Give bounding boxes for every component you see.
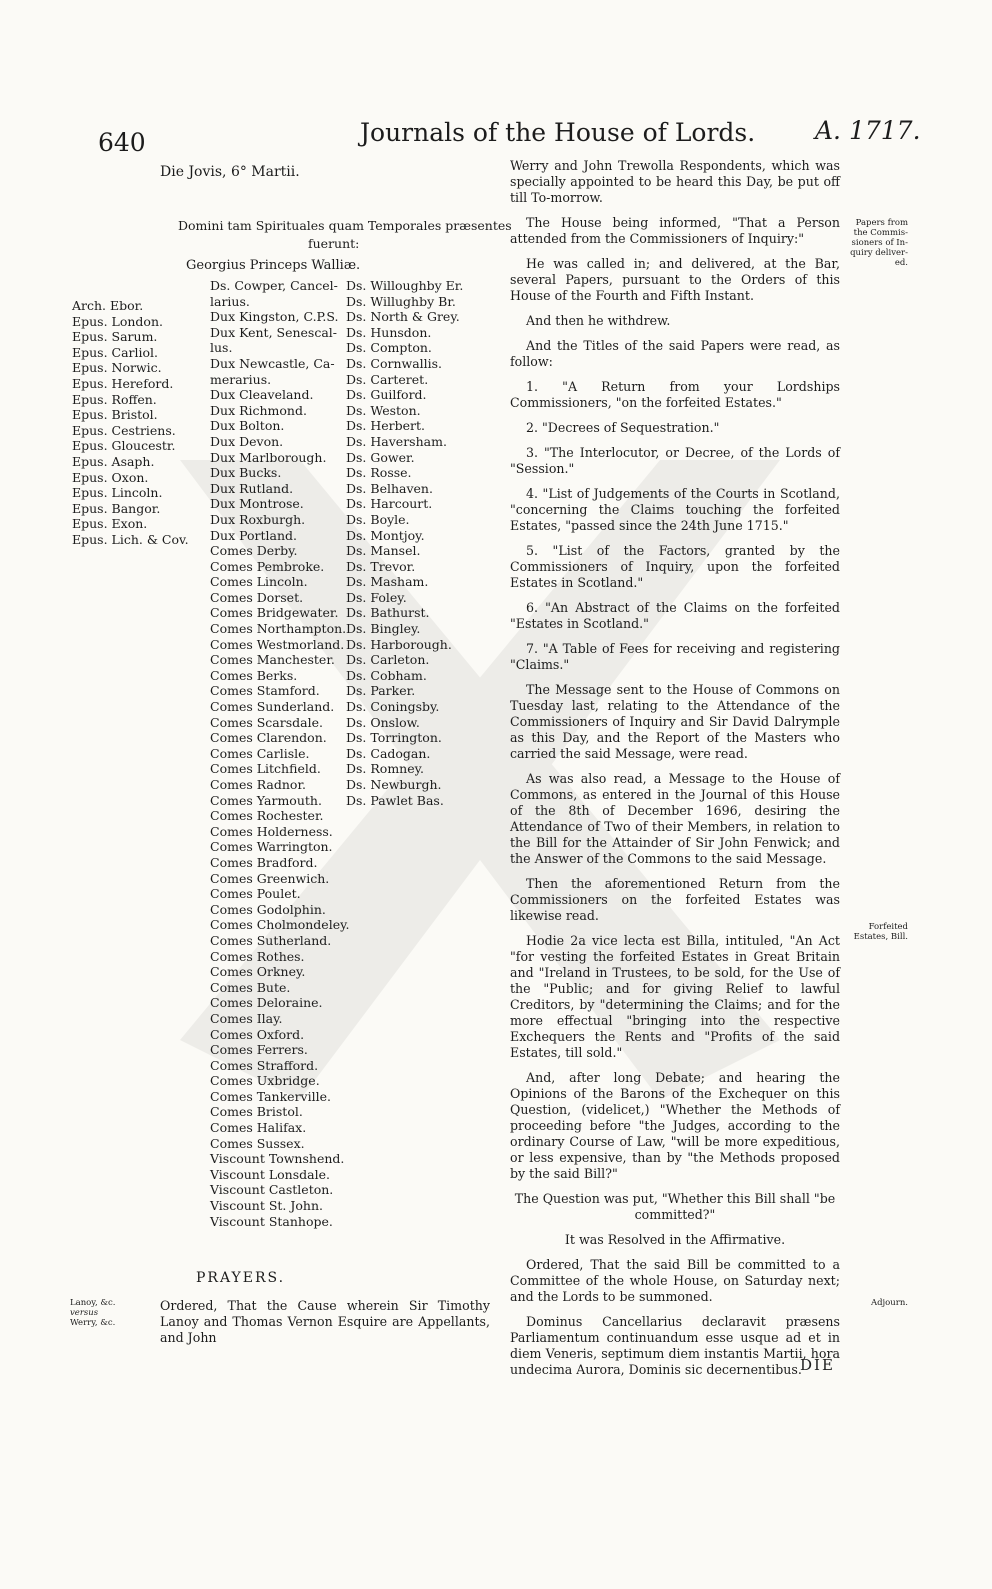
bishops-list: [72, 298, 189, 548]
peer-entry: Epus. Cestriens.: [72, 422, 176, 438]
peer-entry: Ds. Foley.: [346, 589, 407, 605]
peer-entry: Viscount Stanhope.: [210, 1213, 333, 1229]
right-column: [510, 158, 840, 1387]
peer-entry: Dux Cleaveland.: [210, 387, 314, 403]
catchword: DIE: [800, 1356, 835, 1374]
peer-entry: Comes Orkney.: [210, 964, 306, 980]
paragraph: He was called in; and delivered, at the Bar, several Papers, pursuant to the Orders of this House of the Fourth and Fifth Instant.: [510, 256, 840, 303]
paragraph: As was also read, a Message to the House of Commons, as entered in the Journal of this House of the 8th of December 1696, desiring the Attendance of Two of their Members, in relation to the Bill for the Attainder of Sir John Fenwick; and the Answer of the Commons to the said Message.: [510, 771, 840, 866]
peer-entry: Ds. Masham.: [346, 574, 429, 590]
peer-entry: Comes Rochester.: [210, 808, 324, 824]
margin-note-adjourn: Adjourn.: [870, 1298, 908, 1308]
page-year: A. 1717.: [815, 116, 921, 145]
peer-entry: Comes Scarsdale.: [210, 714, 323, 730]
peer-entry: Comes Stamford.: [210, 683, 320, 699]
peer-entry: Comes Deloraine.: [210, 995, 323, 1011]
peer-entry: Comes Godolphin.: [210, 901, 326, 917]
peer-entry: Dux Rutland.: [210, 480, 294, 496]
paragraph: 4. "List of Judgements of the Courts in Scotland, "concerning the Claims touching the forfeited Estates, "passed since the 24th June 1715.": [510, 486, 840, 533]
present-line-2: fuerunt:: [308, 236, 360, 251]
paragraph: And then he withdrew.: [526, 313, 671, 328]
peer-entry: Ds. Newburgh.: [346, 777, 442, 792]
peer-entry: Comes Strafford.: [210, 1057, 319, 1073]
peer-entry: Viscount Castleton.: [210, 1182, 334, 1198]
peer-entry: Comes Bute.: [210, 979, 291, 995]
peer-entry: Ds. Boyle.: [346, 511, 410, 527]
prince-line: Georgius Princeps Walliæ.: [186, 258, 361, 273]
peer-entry: Comes Warrington.: [210, 839, 333, 855]
peer-entry: Comes Uxbridge.: [210, 1073, 320, 1089]
peer-entry: Comes Sunderland.: [210, 699, 335, 715]
peer-entry: Ds. Cadogan.: [346, 745, 431, 761]
peer-entry: Epus. Hereford.: [72, 375, 174, 391]
peer-entry: Comes Ferrers.: [210, 1042, 308, 1058]
peer-entry: Ds. Weston.: [346, 402, 421, 418]
peer-entry: Ds. Trevor.: [346, 558, 416, 574]
peer-entry: Ds. Coningsby.: [346, 699, 440, 715]
peer-entry: Epus. Asaph.: [72, 453, 155, 469]
margin-line: Forfeited: [868, 922, 908, 932]
peer-entry: Dux Devon.: [210, 433, 284, 449]
peer-entry: Comes Westmorland.: [210, 636, 345, 652]
paragraph: 6. "An Abstract of the Claims on the forfeited "Estates in Scotland.": [510, 600, 840, 631]
page-title: Journals of the House of Lords.: [360, 118, 756, 147]
peer-entry: Comes Ilay.: [210, 1010, 283, 1026]
peer-entry: Viscount St. John.: [210, 1198, 323, 1214]
peer-entry: Epus. Lich. & Cov.: [72, 531, 189, 547]
peer-entry: Comes Bridgewater.: [210, 605, 339, 621]
peer-entry: larius.: [210, 293, 250, 309]
peer-entry: Comes Manchester.: [210, 652, 335, 668]
peer-entry: Arch. Ebor.: [72, 298, 144, 313]
paragraph: Werry and John Trewolla Respondents, which was specially appointed to be heard this Day, be put off till To-morrow.: [510, 158, 840, 205]
paragraph: 5. "List of the Factors, granted by the Commissioners of Inquiry, upon the forfeited Estates in Scotland.": [510, 543, 840, 590]
peer-entry: Epus. Lincoln.: [72, 485, 163, 501]
margin-line: sioners of In-: [851, 238, 908, 248]
page-number: 640: [98, 128, 146, 157]
margin-line: Lanoy, &c.: [70, 1298, 116, 1308]
peer-entry: Comes Bradford.: [210, 854, 318, 870]
peer-entry: Ds. Willoughby Er.: [346, 278, 464, 293]
peer-entry: Ds. Haversham.: [346, 433, 447, 449]
peer-entry: Epus. Bangor.: [72, 500, 161, 516]
peer-entry: Comes Carlisle.: [210, 745, 310, 761]
peer-entry: Dux Marlborough.: [210, 449, 327, 465]
peer-entry: Comes Pembroke.: [210, 558, 325, 574]
margin-line: versus: [70, 1308, 99, 1318]
peer-entry: Ds. Belhaven.: [346, 480, 433, 496]
peer-entry: Epus. Carliol.: [72, 344, 159, 360]
peer-entry: Ds. Gower.: [346, 449, 415, 465]
dukes-earls-list: [210, 278, 349, 1229]
peer-entry: Ds. Cornwallis.: [346, 355, 443, 371]
peer-entry: Epus. London.: [72, 313, 163, 329]
paragraph: And, after long Debate; and hearing the Opinions of the Barons of the Exchequer on this Question, (videlicet,) "Whether the Methods of proceeding before "the Judges, according to the ordinary Course of Law, "will be more expeditious, or less expensive, than by "the Methods proposed by the said Bill?": [510, 1070, 840, 1181]
peer-entry: Epus. Sarum.: [72, 329, 158, 345]
peer-entry: Ds. Montjoy.: [346, 527, 425, 543]
peer-entry: Comes Halifax.: [210, 1120, 307, 1136]
peer-entry: Ds. Romney.: [346, 761, 424, 777]
peer-entry: Dux Kingston, C.P.S.: [210, 309, 339, 325]
margin-line: Papers from: [855, 218, 908, 228]
paragraph: The Message sent to the House of Commons on Tuesday last, relating to the Attendance of the Commissioners of Inquiry and Sir David Dalrymple as this Day, and the Report of the Masters who carried the said Message, were read.: [510, 682, 840, 761]
peer-entry: Ds. Harcourt.: [346, 496, 433, 512]
peer-entry: Comes Cholmondeley.: [210, 917, 350, 933]
peer-entry: merarius.: [210, 371, 272, 387]
peer-entry: Comes Clarendon.: [210, 730, 327, 746]
peer-entry: Comes Berks.: [210, 667, 298, 683]
peer-entry: Epus. Exon.: [72, 516, 148, 532]
peer-entry: Dux Kent, Senescal-: [210, 324, 338, 340]
paragraph: 2. "Decrees of Sequestration.": [526, 420, 720, 435]
paragraph: Then the aforementioned Return from the Commissioners on the forfeited Estates was likewise read.: [510, 876, 840, 923]
peer-entry: Comes Radnor.: [210, 777, 307, 792]
peer-entry: Epus. Oxon.: [72, 469, 149, 485]
margin-line: quiry deliver-: [850, 248, 908, 258]
peer-entry: Dux Bolton.: [210, 418, 285, 434]
prayers-heading: PRAYERS.: [196, 1270, 286, 1286]
peer-entry: Epus. Bristol.: [72, 407, 158, 423]
peer-entry: Ds. Guilford.: [346, 387, 427, 403]
margin-note-papers: [842, 218, 908, 268]
peer-entry: Comes Northampton.: [210, 621, 347, 637]
peer-entry: Ds. Bingley.: [346, 621, 421, 637]
peer-entry: Viscount Townshend.: [210, 1151, 345, 1167]
barons-list: [346, 278, 463, 808]
peer-entry: Dux Montrose.: [210, 496, 304, 512]
peer-entry: Ds. Cowper, Cancel-: [210, 278, 338, 293]
peer-entry: Ds. Rosse.: [346, 465, 412, 481]
paragraph: And the Titles of the said Papers were read, as follow:: [510, 338, 840, 369]
peer-entry: Dux Newcastle, Ca-: [210, 355, 335, 371]
peer-entry: Ds. Torrington.: [346, 730, 442, 746]
ordered-committee: Ordered, That the said Bill be committed to a Committee of the whole House, on Saturday next; and the Lords to be summoned.: [510, 1257, 840, 1304]
peer-entry: Ds. Onslow.: [346, 714, 420, 730]
peer-entry: Comes Sussex.: [210, 1135, 305, 1151]
peer-entry: Dux Portland.: [210, 527, 297, 543]
paragraph: 1. "A Return from your Lordships Commissioners, "on the forfeited Estates.": [510, 379, 840, 410]
peer-entry: Ds. Herbert.: [346, 418, 426, 434]
peer-entry: Comes Yarmouth.: [210, 792, 322, 808]
margin-line: Estates, Bill.: [853, 932, 908, 942]
peer-entry: Comes Oxford.: [210, 1026, 305, 1042]
peer-entry: Epus. Gloucestr.: [72, 438, 176, 454]
peer-entry: Epus. Roffen.: [72, 391, 157, 407]
margin-note-forfeited: [842, 922, 908, 942]
peer-entry: Ds. Carteret.: [346, 371, 429, 387]
peer-entry: Comes Litchfield.: [210, 761, 321, 777]
peer-entry: Dux Bucks.: [210, 465, 282, 481]
adjourn-paragraph: Dominus Cancellarius declaravit præsens Parliamentum continuandum esse usque ad et in diem Veneris, septimum diem instantis Martii, hora undecima Aurora, Dominis sic decernentibus.: [510, 1314, 840, 1377]
date-line: Die Jovis, 6° Martii.: [160, 164, 300, 180]
present-line-1: Domini tam Spirituales quam Temporales præsentes: [178, 218, 512, 233]
peer-entry: Comes Derby.: [210, 543, 298, 559]
margin-line: the Commis-: [853, 228, 908, 238]
peer-entry: Ds. Parker.: [346, 683, 416, 699]
peer-entry: Comes Bristol.: [210, 1104, 303, 1120]
peer-entry: Comes Lincoln.: [210, 574, 308, 590]
peer-entry: Dux Roxburgh.: [210, 511, 306, 527]
resolved-line: It was Resolved in the Affirmative.: [564, 1232, 786, 1247]
paragraph: 3. "The Interlocutor, or Decree, of the Lords of "Session.": [510, 445, 840, 476]
paragraph: Hodie 2a vice lecta est Billa, intituled, "An Act "for vesting the forfeited Estates in Great Britain and "Ireland in Trustees, to be sold, for the Use of the "Public; and for giving Relief to lawful Creditors, by "determining the Claims; and for the more effectual "bringing into the respective Exchequers the Rents and "Profits of the said Estates, till sold.": [510, 933, 840, 1060]
peer-entry: Comes Greenwich.: [210, 870, 330, 886]
peer-entry: Ds. Bathurst.: [346, 605, 430, 621]
peer-entry: Comes Sutherland.: [210, 932, 332, 948]
paragraph: The House being informed, "That a Person attended from the Commissioners of Inquiry:": [510, 215, 840, 246]
peer-entry: Ds. Pawlet Bas.: [346, 792, 444, 808]
margin-line: Werry, &c.: [70, 1318, 116, 1328]
peer-entry: Ds. Compton.: [346, 340, 432, 356]
peer-entry: Ds. Mansel.: [346, 543, 421, 559]
margin-note-lanoy: [70, 1298, 136, 1328]
peer-entry: Viscount Lonsdale.: [210, 1166, 330, 1182]
peer-entry: Ds. North & Grey.: [346, 309, 460, 325]
peer-entry: Comes Rothes.: [210, 948, 305, 964]
peer-entry: Ds. Carleton.: [346, 652, 430, 668]
peer-entry: Comes Poulet.: [210, 886, 301, 902]
peer-entry: Ds. Cobham.: [346, 667, 427, 683]
peer-entry: Ds. Harborough.: [346, 636, 452, 652]
peer-entry: Ds. Hunsdon.: [346, 324, 432, 340]
peer-entry: lus.: [210, 340, 233, 356]
ordered-lanoy: Ordered, That the Cause wherein Sir Timothy Lanoy and Thomas Vernon Esquire are Appellants, and John: [160, 1298, 490, 1345]
peer-entry: Comes Holderness.: [210, 823, 333, 839]
peer-entry: Comes Tankerville.: [210, 1088, 331, 1104]
peer-entry: Dux Richmond.: [210, 402, 307, 418]
peer-entry: Epus. Norwic.: [72, 360, 162, 376]
paragraph: 7. "A Table of Fees for receiving and registering "Claims.": [510, 641, 840, 672]
margin-line: ed.: [894, 258, 908, 268]
peer-entry: Comes Dorset.: [210, 589, 304, 605]
peer-entry: Ds. Willughby Br.: [346, 293, 456, 309]
question-line: The Question was put, "Whether this Bill shall "be committed?": [514, 1191, 836, 1222]
